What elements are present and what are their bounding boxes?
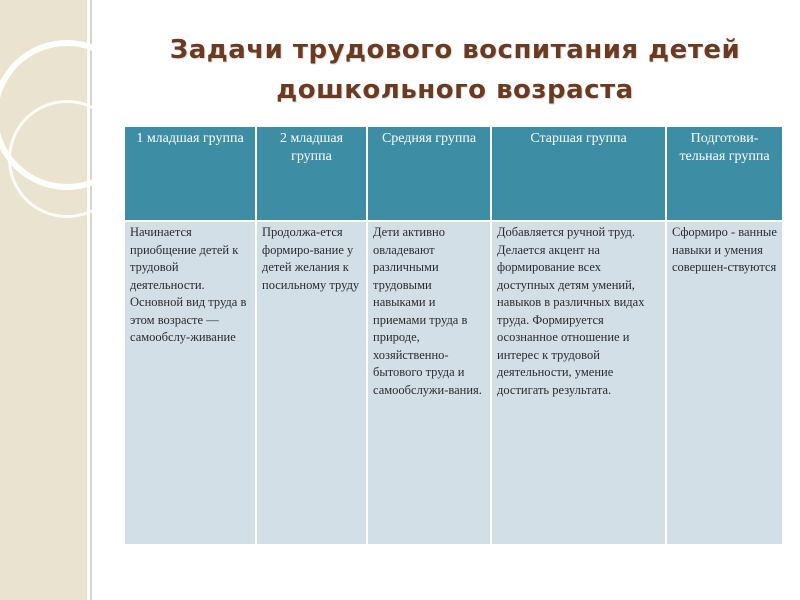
decorative-ring-small [8,100,126,218]
header-cell: 1 младшая группа [125,127,256,221]
table-cell: Дети активно овладевают различными трудовыми навыками и приемами труда в природе, хозяйственно-бытового труда и самообслужи-вания. [367,221,491,544]
table-cell: Сформиро - ванные навыки и умения совершен-ствуются [666,221,782,544]
header-cell: 2 младшая группа [256,127,367,221]
slide-title [105,30,800,110]
tasks-table-container [125,127,782,544]
table-cell: Продолжа-ется формиро-вание у детей желания к посильному труду [256,221,367,544]
title-line-1: Задачи трудового воспитания детей [169,35,741,65]
header-cell: Средняя группа [367,127,491,221]
table-row [125,221,782,544]
header-cell: Подготови-тельная группа [666,127,782,221]
table-cell: Начинается приобщение детей к трудовой деятельности. Основной вид труда в этом возрасте — самообслу-живание [125,221,256,544]
title-line-2: дошкольного возраста [276,75,634,105]
header-cell: Старшая группа [491,127,666,221]
table-cell: Добавляется ручной труд. Делается акцент на формирование всех доступных детям умений, навыков в различных видах труда. Формируется осознанное отношение и интерес к трудовой деятельности, умение достигать результата. [491,221,666,544]
tasks-table [125,127,782,544]
table-header-row [125,127,782,221]
